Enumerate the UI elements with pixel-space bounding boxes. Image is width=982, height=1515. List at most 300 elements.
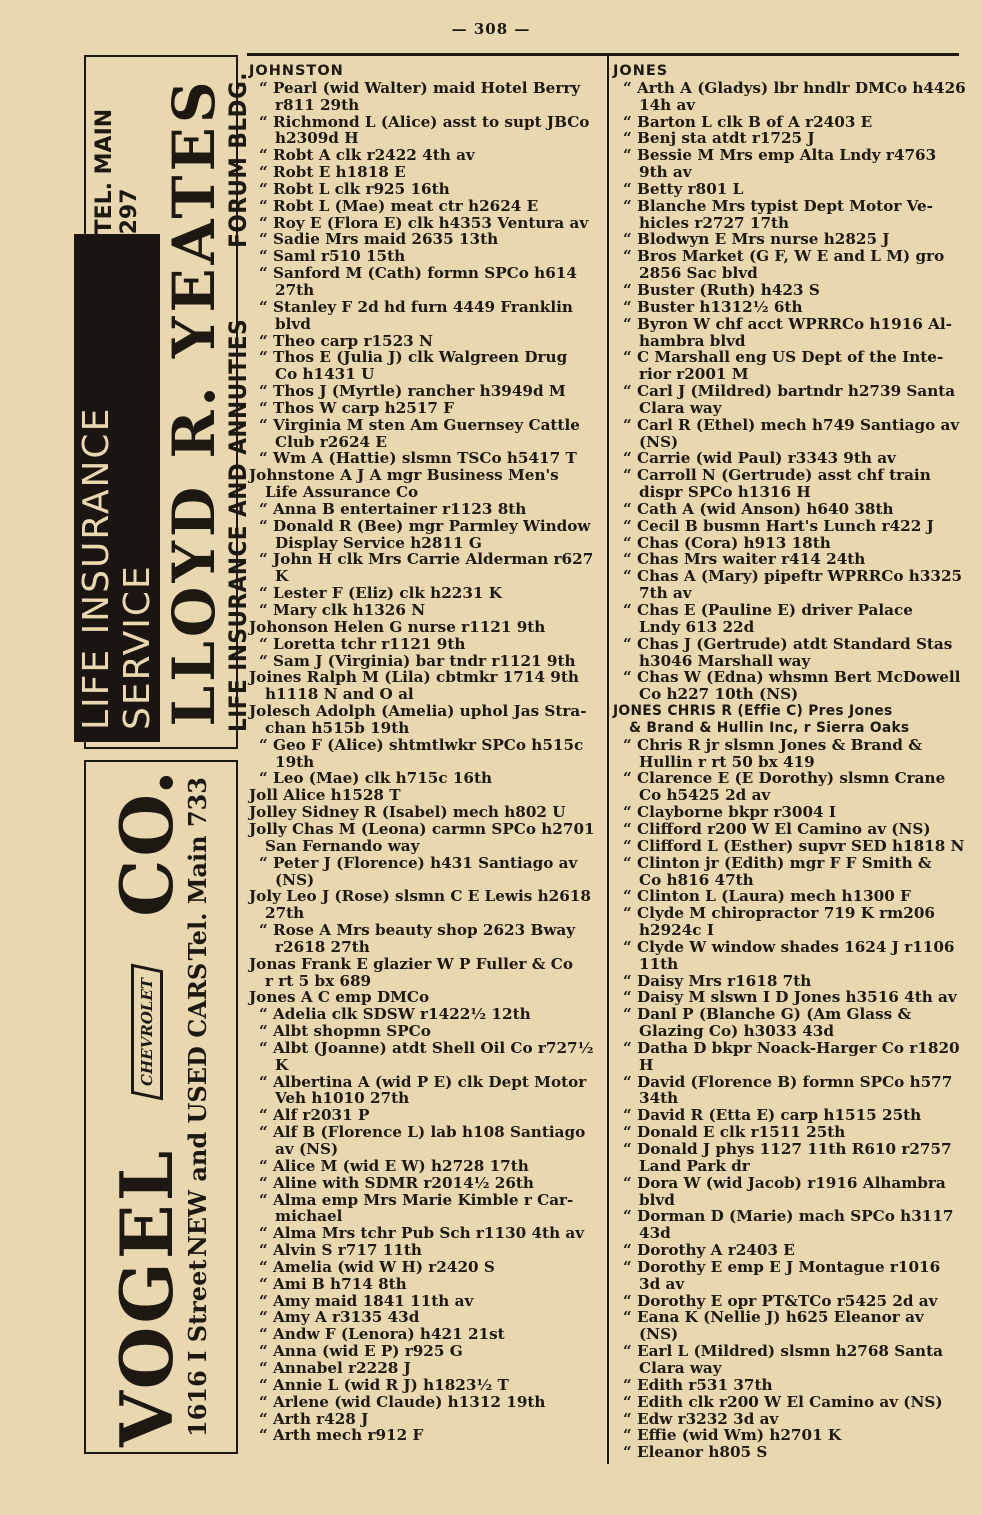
directory-entry	[249, 619, 603, 636]
entry-text: “ Aline with SDMR r2014½ 26th	[259, 1173, 534, 1192]
entry-text: “ John H clk Mrs Carrie Alderman r627	[259, 550, 594, 569]
entry-text: “ Chas E (Pauline E) driver Palace	[623, 601, 913, 619]
directory-entry	[613, 450, 967, 467]
directory-entry	[249, 80, 603, 114]
directory-entry	[613, 1377, 967, 1394]
directory-entry	[613, 973, 967, 990]
entry-text: “ Edith r531 37th	[623, 1375, 773, 1394]
directory-entry	[249, 922, 603, 956]
directory-entry	[249, 636, 603, 653]
entry-text: “ Wm A (Hattie) slsmn TSCo h5417 T	[259, 449, 577, 468]
directory-entry	[613, 181, 967, 198]
directory-entry	[249, 1276, 603, 1293]
right-column-header: JONES	[613, 63, 669, 79]
entry-continuation: Clara way	[639, 398, 722, 417]
entry-text: “ Robt L (Mae) meat ctr h2624 E	[259, 196, 539, 215]
vogel-tagline: NEW and USED CARS	[182, 962, 212, 1258]
entry-continuation: r rt 5 bx 689	[265, 971, 372, 990]
entry-text: Joly Leo J (Rose) slsmn C E Lewis h2618	[249, 887, 591, 906]
directory-entry	[249, 181, 603, 198]
directory-entry	[613, 1208, 967, 1242]
entry-continuation: h2309d H	[275, 129, 359, 148]
entry-text: “ Carrie (wid Paul) r3343 9th av	[623, 449, 896, 468]
entry-text: “ Bessie M Mrs emp Alta Lndy r4763	[623, 146, 937, 165]
entry-text: Johonson Helen G nurse r1121 9th	[249, 617, 546, 636]
entry-text: “ Clyde M chiropractor 719 K rm206	[623, 904, 935, 923]
entry-text: “ Clifford L (Esther) supvr SED h1818 N	[623, 836, 965, 855]
directory-entry	[249, 1006, 603, 1023]
entry-text: “ Buster h1312½ 6th	[623, 297, 803, 316]
directory-entry	[249, 450, 603, 467]
yeates-banner: LIFE INSURANCE SERVICE	[74, 234, 160, 742]
vogel-name: VOGEL	[103, 1147, 189, 1447]
left-entries	[249, 80, 603, 1444]
entry-text: “ Arth r428 J	[259, 1409, 369, 1428]
directory-entry	[613, 821, 967, 838]
entry-continuation: michael	[275, 1207, 343, 1226]
entry-continuation: 2856 Sac blvd	[639, 264, 758, 283]
directory-entry	[613, 770, 967, 804]
entry-text: “ Arlene (wid Claude) h1312 19th	[259, 1392, 546, 1411]
entry-text: “ David R (Etta E) carp h1515 25th	[623, 1106, 922, 1125]
directory-entry	[613, 888, 967, 905]
directory-entry	[613, 80, 967, 114]
entry-continuation: blvd	[639, 1190, 675, 1209]
entry-continuation: Co h227 10th (NS)	[639, 685, 799, 704]
directory-entry	[613, 1006, 967, 1040]
entry-continuation: H	[639, 1055, 654, 1074]
entry-text: “ Betty r801 L	[623, 179, 744, 198]
directory-entry	[249, 383, 603, 400]
entry-continuation: K	[275, 567, 289, 586]
entry-text: “ Carl J (Mildred) bartndr h2739 Santa	[623, 382, 956, 401]
entry-continuation: h2924c I	[639, 921, 714, 940]
entry-continuation: dispr SPCo h1316 H	[639, 483, 811, 502]
entry-continuation: Hullin r rt 50 bx 419	[639, 752, 815, 771]
entry-text: “ Clyde W window shades 1624 J r1106	[623, 937, 955, 956]
entry-text: “ Albertina A (wid P E) clk Dept Motor	[259, 1072, 587, 1091]
directory-entry	[249, 1394, 603, 1411]
directory-entry	[249, 1175, 603, 1192]
entry-continuation: 11th	[639, 954, 679, 973]
entry-text: “ Arth A (Gladys) lbr hndlr DMCo h4426	[623, 78, 966, 97]
directory-entry	[613, 1293, 967, 1310]
directory-entry	[249, 164, 603, 181]
entry-text: “ Effie (wid Wm) h2701 K	[623, 1426, 842, 1445]
entry-text: “ Carl R (Ethel) mech h749 Santiago av	[623, 415, 960, 434]
entry-text: Jones A C emp DMCo	[249, 988, 430, 1007]
left-column-header: JOHNSTON	[249, 63, 344, 79]
directory-entry	[613, 1074, 967, 1108]
directory-entry	[613, 855, 967, 889]
yeates-tagline: LIFE INSURANCE AND ANNUITIES	[224, 318, 252, 732]
directory-entry	[249, 551, 603, 585]
entry-continuation: (NS)	[275, 870, 315, 889]
directory-entry	[249, 1293, 603, 1310]
header-rule	[247, 53, 959, 56]
directory-entry	[249, 821, 603, 855]
directory-entry	[613, 1444, 967, 1461]
entry-text: “ C Marshall eng US Dept of the Inte-	[623, 348, 944, 367]
entry-text: “ Anna B entertainer r1123 8th	[259, 499, 527, 518]
entry-continuation: Clara way	[639, 1358, 722, 1377]
directory-entry	[613, 568, 967, 602]
directory-entry	[249, 602, 603, 619]
directory-entry	[613, 551, 967, 568]
directory-entry	[613, 905, 967, 939]
directory-entry	[613, 282, 967, 299]
entry-continuation: 27th	[265, 904, 305, 923]
directory-entry	[249, 417, 603, 451]
column-divider	[607, 56, 609, 1464]
entry-continuation: h3046 Marshall way	[639, 651, 811, 670]
entry-continuation: Club r2624 E	[275, 432, 387, 451]
entry-text: Johnstone A J A mgr Business Men's	[249, 466, 559, 485]
entry-text: “ Annie L (wid R J) h1823½ T	[259, 1375, 509, 1394]
entry-continuation: Display Service h2811 G	[275, 533, 482, 552]
entry-text: “ Daisy Mrs r1618 7th	[623, 971, 812, 990]
entry-text: “ Edw r3232 3d av	[623, 1409, 779, 1428]
entry-text: “ Albt (Joanne) atdt Shell Oil Co r727½	[259, 1038, 594, 1057]
entry-text: “ Dorothy A r2403 E	[623, 1241, 795, 1260]
directory-entry	[613, 1124, 967, 1141]
entry-text: Joll Alice h1528 T	[249, 786, 401, 805]
entry-continuation: Veh h1010 27th	[275, 1089, 410, 1108]
directory-entry	[613, 1343, 967, 1377]
entry-text: “ Amelia (wid W H) r2420 S	[259, 1257, 495, 1276]
directory-entry	[249, 265, 603, 299]
directory-entry	[249, 501, 603, 518]
directory-entry	[613, 1040, 967, 1074]
entry-text: “ Ami B h714 8th	[259, 1274, 407, 1293]
entry-text: “ Earl L (Mildred) slsmn h2768 Santa	[623, 1342, 943, 1361]
directory-entry	[613, 1394, 967, 1411]
entry-text: “ Chas W (Edna) whsmn Bert McDowell	[623, 668, 961, 687]
directory-entry	[249, 585, 603, 602]
yeates-insurance-ad	[76, 55, 252, 749]
directory-entry	[613, 299, 967, 316]
entry-text: “ Chas A (Mary) pipeftr WPRRCo h3325	[623, 567, 963, 586]
entry-text: Jolley Sidney R (Isabel) mech h802 U	[249, 803, 566, 822]
directory-entry	[249, 1259, 603, 1276]
directory-entry	[613, 501, 967, 518]
directory-entry	[613, 349, 967, 383]
entry-text: “ Amy A r3135 43d	[259, 1308, 420, 1327]
entry-text: “ Chas Mrs waiter r414 24th	[623, 550, 866, 569]
directory-entry	[249, 248, 603, 265]
entry-text: “ Edith clk r200 W El Camino av (NS)	[623, 1392, 943, 1411]
entry-text: “ Eana K (Nellie J) h625 Eleanor av	[623, 1308, 924, 1327]
entry-text: “ Chas J (Gertrude) atdt Standard Stas	[623, 634, 953, 653]
directory-entry	[249, 1074, 603, 1108]
directory-entry	[249, 1225, 603, 1242]
entry-text: “ Mary clk h1326 N	[259, 601, 426, 619]
directory-entry	[249, 787, 603, 804]
entry-text: “ Sam J (Virginia) bar tndr r1121 9th	[259, 651, 576, 670]
entry-text: “ Datha D bkpr Noack-Harger Co r1820	[623, 1038, 960, 1057]
right-entries	[613, 80, 967, 1461]
entry-text: “ Thos E (Julia J) clk Walgreen Drug	[259, 348, 568, 367]
entry-text: “ Buster (Ruth) h423 S	[623, 280, 820, 299]
directory-entry	[249, 231, 603, 248]
directory-entry	[249, 888, 603, 922]
directory-entry	[613, 1141, 967, 1175]
directory-entry	[249, 1309, 603, 1326]
directory-entry	[613, 383, 967, 417]
entry-text: “ Clarence E (E Dorothy) slsmn Crane	[623, 769, 946, 788]
directory-entry	[613, 737, 967, 771]
directory-entry	[249, 1343, 603, 1360]
entry-continuation: blvd	[275, 314, 311, 333]
directory-entry	[249, 114, 603, 148]
vogel-chevrolet-ad	[84, 760, 238, 1454]
directory-entry	[613, 1175, 967, 1209]
entry-continuation: 14h av	[639, 95, 696, 114]
directory-entry	[249, 467, 603, 501]
entry-text: “ Roy E (Flora E) clk h4353 Ventura av	[259, 213, 589, 232]
directory-entry	[613, 231, 967, 248]
entry-text: “ Clayborne bkpr r3004 I	[623, 803, 837, 822]
entry-continuation: 3d av	[639, 1274, 685, 1293]
directory-entry	[249, 1411, 603, 1428]
entry-text: “ David (Florence B) formn SPCo h577	[623, 1072, 953, 1091]
directory-entry	[613, 703, 967, 737]
entry-text: Jolesch Adolph (Amelia) uphol Jas Stra-	[249, 702, 587, 721]
entry-text: “ Albt shopmn SPCo	[259, 1022, 431, 1041]
entry-continuation: 27th	[275, 280, 315, 299]
entry-text: “ Donald R (Bee) mgr Parmley Window	[259, 516, 591, 535]
entry-continuation: 34th	[639, 1089, 679, 1108]
entry-continuation: & Brand & Hullin Inc, r Sierra Oaks	[629, 719, 910, 736]
directory-entry	[613, 518, 967, 535]
directory-entry	[613, 316, 967, 350]
entry-text: Jonas Frank E glazier W P Fuller & Co	[249, 954, 574, 973]
entry-text: “ Donald J phys 1127 11th R610 r2757	[623, 1140, 952, 1158]
yeates-address: FORUM BLDG.	[224, 72, 252, 248]
entry-text: “ Richmond L (Alice) asst to supt JBCo	[259, 112, 590, 131]
directory-entry	[249, 737, 603, 771]
directory-entry	[249, 653, 603, 670]
entry-text: “ Danl P (Blanche G) (Am Glass &	[623, 1005, 912, 1024]
entry-text: “ Leo (Mae) clk h715c 16th	[259, 769, 493, 788]
entry-text: “ Virginia M sten Am Guernsey Cattle	[259, 415, 580, 434]
entry-continuation: av (NS)	[275, 1140, 339, 1158]
vogel-tel: Tel. Main 733	[182, 777, 212, 961]
entry-text: “ Thos W carp h2517 F	[259, 398, 455, 417]
entry-text: “ Anna (wid E P) r925 G	[259, 1342, 463, 1361]
entry-continuation: hambra blvd	[639, 331, 746, 350]
directory-entry	[249, 770, 603, 787]
entry-text: “ Benj sta atdt r1725 J	[623, 129, 815, 148]
vogel-address: 1616 I Street	[182, 1259, 212, 1437]
entry-text: “ Blodwyn E Mrs nurse h2825 J	[623, 230, 890, 249]
entry-continuation: Land Park dr	[639, 1156, 750, 1175]
directory-entry	[249, 1427, 603, 1444]
entry-text: “ Stanley F 2d hd furn 4449 Franklin	[259, 297, 573, 316]
directory-entry	[249, 198, 603, 215]
directory-entry	[249, 1107, 603, 1124]
entry-text: “ Robt L clk r925 16th	[259, 179, 450, 198]
entry-text: “ Rose A Mrs beauty shop 2623 Bway	[259, 921, 576, 940]
entry-text: “ Daisy M slswn I D Jones h3516 4th av	[623, 988, 957, 1007]
directory-entry	[249, 804, 603, 821]
entry-text: “ Bros Market (G F, W E and L M) gro	[623, 247, 945, 266]
directory-entry	[249, 1377, 603, 1394]
vogel-co: CO.	[103, 767, 189, 917]
entry-text: “ Eleanor h805 S	[623, 1443, 768, 1462]
entry-text: “ Chas (Cora) h913 18th	[623, 533, 831, 552]
entry-text: “ Alf r2031 P	[259, 1106, 370, 1125]
entry-text: “ Annabel r2228 J	[259, 1358, 411, 1377]
entry-text: “ Lester F (Eliz) clk h2231 K	[259, 584, 502, 603]
directory-entry	[613, 198, 967, 232]
entry-text: “ Cecil B busmn Hart's Lunch r422 J	[623, 516, 934, 535]
directory-entry	[613, 1411, 967, 1428]
entry-text: “ Thos J (Myrtle) rancher h3949d M	[259, 382, 566, 401]
left-column	[249, 63, 603, 1444]
entry-continuation: Glazing Co) h3033 43d	[639, 1022, 834, 1041]
directory-entry	[249, 333, 603, 350]
entry-continuation: Life Assurance Co	[265, 483, 419, 502]
entry-text: “ Sadie Mrs maid 2635 13th	[259, 230, 499, 249]
directory-entry	[613, 1309, 967, 1343]
directory-entry	[249, 1360, 603, 1377]
directory-entry	[249, 215, 603, 232]
directory-entry	[613, 804, 967, 821]
entry-text: “ Dorman D (Marie) mach SPCo h3117	[623, 1207, 954, 1226]
entry-text: “ Saml r510 15th	[259, 247, 406, 266]
directory-entry	[613, 248, 967, 282]
entry-text: “ Theo carp r1523 N	[259, 331, 433, 350]
entry-continuation: h1118 N and O al	[265, 685, 414, 704]
entry-text: “ Blanche Mrs typist Dept Motor Ve-	[623, 196, 933, 215]
entry-text: “ Arth mech r912 F	[259, 1426, 424, 1445]
directory-entry	[249, 669, 603, 703]
entry-text: “ Sanford M (Cath) formn SPCo h614	[259, 264, 577, 283]
entry-continuation: chan h515b 19th	[265, 718, 410, 737]
entry-continuation: K	[275, 1055, 289, 1074]
entry-text: “ Donald E clk r1511 25th	[623, 1123, 846, 1142]
entry-text: “ Alice M (wid E W) h2728 17th	[259, 1156, 529, 1175]
chevrolet-logo	[131, 967, 163, 1097]
chevrolet-badge: CHEVROLET	[131, 964, 163, 1101]
directory-entry	[613, 1107, 967, 1124]
entry-text: “ Andw F (Lenora) h421 21st	[259, 1325, 505, 1344]
entry-text: “ Adelia clk SDSW r1422½ 12th	[259, 1005, 531, 1024]
entry-continuation: r811 29th	[275, 95, 360, 114]
entry-continuation: rior r2001 M	[639, 365, 749, 384]
entry-continuation: (NS)	[639, 1325, 679, 1344]
directory-entry	[613, 147, 967, 181]
directory-entry	[613, 114, 967, 131]
directory-entry	[249, 1023, 603, 1040]
page-number: — 308 —	[451, 20, 531, 38]
directory-entry	[613, 1259, 967, 1293]
entry-continuation: 43d	[639, 1224, 671, 1243]
entry-text: “ Chris R jr slsmn Jones & Brand &	[623, 735, 922, 754]
entry-continuation: 19th	[275, 752, 315, 771]
entry-text: “ Robt E h1818 E	[259, 163, 406, 182]
entry-text: “ Clinton jr (Edith) mgr F F Smith &	[623, 853, 932, 872]
entry-text: “ Loretta tchr r1121 9th	[259, 634, 466, 653]
directory-entry	[613, 989, 967, 1006]
yeates-name: LLOYD R. YEATES	[160, 77, 228, 727]
entry-text: “ Alf B (Florence L) lab h108 Santiago	[259, 1123, 586, 1142]
entry-continuation: hicles r2727 17th	[639, 213, 790, 232]
entry-text: “ Cath A (wid Anson) h640 38th	[623, 499, 894, 518]
entry-text: “ Robt A clk r2422 4th av	[259, 146, 475, 165]
directory-entry	[613, 130, 967, 147]
entry-text: “ Amy maid 1841 11th av	[259, 1291, 474, 1310]
entry-text: “ Barton L clk B of A r2403 E	[623, 112, 873, 131]
entry-text: “ Geo F (Alice) shtmtlwkr SPCo h515c	[259, 735, 584, 754]
directory-entry	[249, 703, 603, 737]
directory-entry	[613, 669, 967, 703]
directory-entry	[613, 838, 967, 855]
directory-entry	[249, 1124, 603, 1158]
entry-text: “ Clifford r200 W El Camino av (NS)	[623, 819, 931, 838]
entry-text: “ Alma emp Mrs Marie Kimble r Car-	[259, 1190, 574, 1209]
directory-entry	[249, 349, 603, 383]
entry-text: Jolly Chas M (Leona) carmn SPCo h2701	[249, 819, 595, 838]
directory-entry	[249, 1242, 603, 1259]
entry-continuation: 7th av	[639, 584, 692, 603]
directory-entry	[249, 400, 603, 417]
directory-entry	[249, 989, 603, 1006]
directory-entry	[249, 855, 603, 889]
directory-entry	[249, 956, 603, 990]
entry-continuation: Co h1431 U	[275, 365, 375, 384]
entry-text: “ Alvin S r717 11th	[259, 1241, 422, 1260]
entry-text: “ Alma Mrs tchr Pub Sch r1130 4th av	[259, 1224, 585, 1243]
entry-continuation: r2618 27th	[275, 937, 370, 956]
entry-text: “ Dorothy E opr PT&TCo r5425 2d av	[623, 1291, 938, 1310]
entry-continuation: San Fernando way	[265, 836, 420, 855]
entry-text: “ Dora W (wid Jacob) r1916 Alhambra	[623, 1173, 946, 1192]
directory-entry	[249, 299, 603, 333]
directory-entry	[249, 1158, 603, 1175]
directory-entry	[613, 535, 967, 552]
directory-entry	[613, 1427, 967, 1444]
directory-entry	[613, 467, 967, 501]
directory-entry	[249, 1040, 603, 1074]
directory-entry	[249, 147, 603, 164]
directory-entry	[613, 939, 967, 973]
directory-entry	[613, 636, 967, 670]
entry-text: JONES CHRIS R (Effie C) Pres Jones	[613, 703, 893, 720]
directory-entry	[249, 518, 603, 552]
entry-text: “ Pearl (wid Walter) maid Hotel Berry	[259, 78, 581, 97]
entry-text: “ Peter J (Florence) h431 Santiago av	[259, 853, 578, 872]
yeates-tel: TEL. MAIN 297	[92, 108, 142, 235]
entry-continuation: (NS)	[639, 432, 679, 451]
entry-text: “ Dorothy E emp E J Montague r1016	[623, 1257, 941, 1276]
entry-continuation: Co h816 47th	[639, 870, 754, 889]
directory-entry	[613, 1242, 967, 1259]
entry-continuation: Co h5425 2d av	[639, 786, 771, 805]
entry-text: Joines Ralph M (Lila) cbtmkr 1714 9th	[249, 668, 579, 687]
directory-entry	[249, 1326, 603, 1343]
entry-text: “ Byron W chf acct WPRRCo h1916 Al-	[623, 314, 952, 333]
directory-entry	[249, 1192, 603, 1226]
directory-entry	[613, 602, 967, 636]
right-column	[613, 63, 967, 1461]
entry-text: “ Carroll N (Gertrude) asst chf train	[623, 466, 931, 485]
entry-continuation: 9th av	[639, 163, 692, 182]
entry-text: “ Clinton L (Laura) mech h1300 F	[623, 887, 911, 906]
entry-continuation: Lndy 613 22d	[639, 617, 755, 636]
directory-entry	[613, 417, 967, 451]
